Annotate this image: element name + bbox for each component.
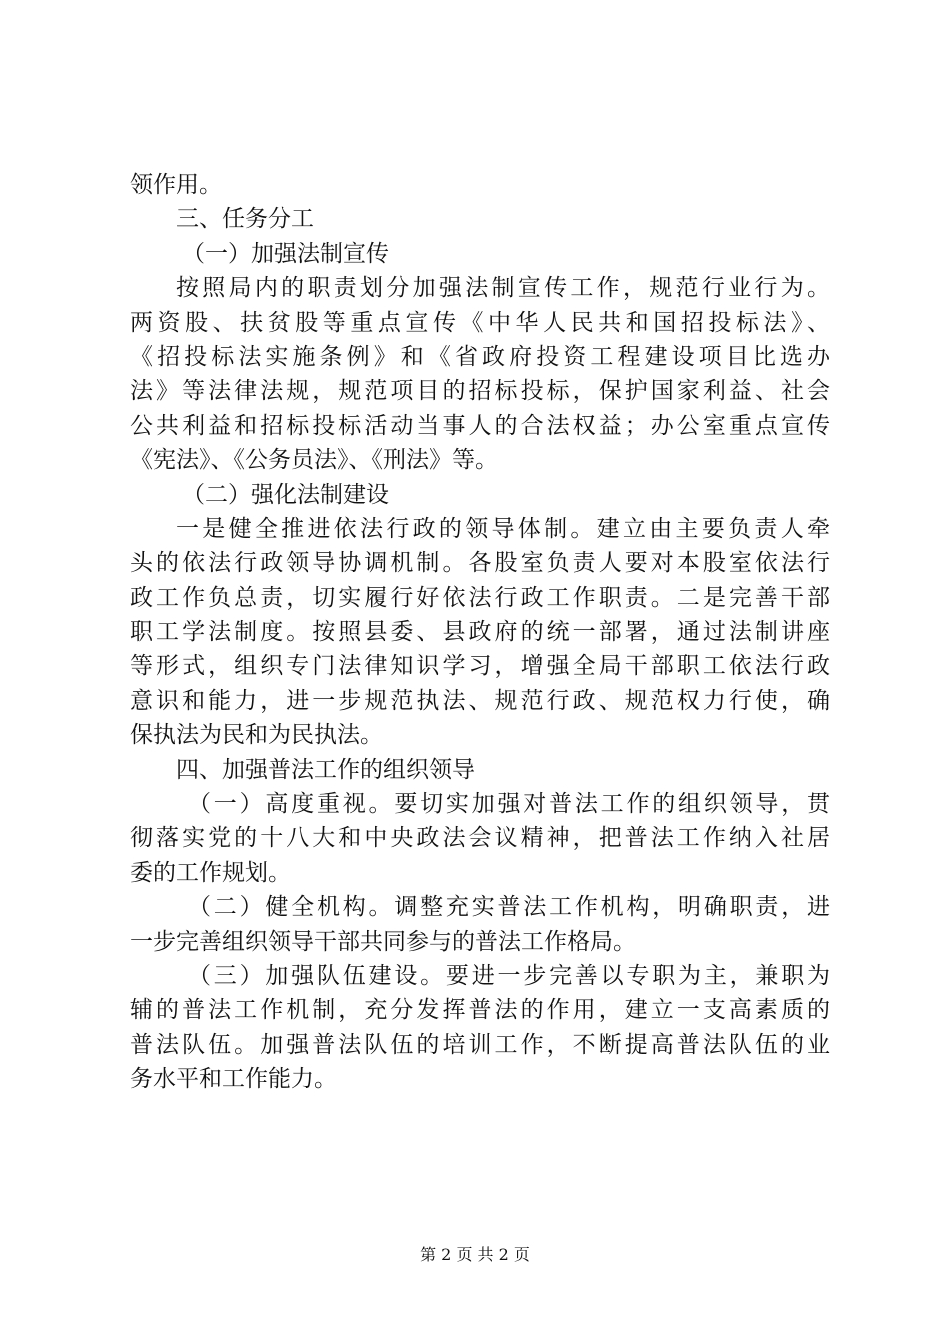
paragraph-line: 辅的普法工作机制，充分发挥普法的作用，建立一支高素质的 — [130, 997, 830, 1024]
paragraph-line: 保执法为民和为民执法。 — [130, 722, 383, 749]
paragraph-line: 法》等法律法规，规范项目的招标投标，保护国家利益、社会 — [130, 378, 830, 405]
document-body — [130, 168, 830, 1097]
paragraph-line: 头的依法行政领导协调机制。各股室负责人要对本股室依法行 — [130, 550, 830, 577]
paragraph-line: 政工作负总责，切实履行好依法行政工作职责。二是完善干部 — [130, 584, 830, 611]
paragraph-line: 两资股、扶贫股等重点宣传《中华人民共和国招投标法》、 — [130, 309, 830, 336]
paragraph-line: 《宪法》、《公务员法》、《刑法》等。 — [130, 447, 498, 474]
section-heading-tasks: 三、任务分工 — [176, 206, 314, 233]
paragraph-line: 《招投标法实施条例》和《省政府投资工程建设项目比选办 — [130, 343, 830, 370]
page-number-footer: 第 2 页 共 2 页 — [420, 1245, 530, 1264]
paragraph-line: 普法队伍。加强普法队伍的培训工作，不断提高普法队伍的业 — [130, 1031, 830, 1058]
paragraph-line: 领作用。 — [130, 172, 222, 198]
paragraph-line: 委的工作规划。 — [130, 859, 291, 886]
paragraph-line: 彻落实党的十八大和中央政法会议精神，把普法工作纳入社居 — [130, 825, 830, 852]
paragraph-line: 公共利益和招标投标活动当事人的合法权益；办公室重点宣传 — [130, 412, 830, 439]
paragraph-line: 一是健全推进依法行政的领导体制。建立由主要负责人牵 — [176, 515, 830, 542]
paragraph-line: 按照局内的职责划分加强法制宣传工作，规范行业行为。 — [176, 275, 830, 302]
paragraph-line: （一）高度重视。要切实加强对普法工作的组织领导，贯 — [188, 791, 830, 818]
section-heading-leadership: 四、加强普法工作的组织领导 — [176, 756, 475, 783]
paragraph-line: 务水平和工作能力。 — [130, 1066, 337, 1093]
subheading-publicity: （一）加强法制宣传 — [182, 240, 389, 267]
subheading-legal-construction: （二）强化法制建设 — [182, 481, 389, 508]
paragraph-line: 职工学法制度。按照县委、县政府的统一部署，通过法制讲座 — [130, 619, 830, 646]
paragraph-line: （二）健全机构。调整充实普法工作机构，明确职责，进 — [188, 894, 830, 921]
paragraph-line: 等形式，组织专门法律知识学习，增强全局干部职工依法行政 — [130, 653, 830, 680]
paragraph-line: 一步完善组织领导干部共同参与的普法工作格局。 — [130, 928, 636, 955]
paragraph-line: 意识和能力，进一步规范执法、规范行政、规范权力行使，确 — [130, 687, 830, 714]
paragraph-line: （三）加强队伍建设。要进一步完善以专职为主，兼职为 — [188, 962, 830, 989]
